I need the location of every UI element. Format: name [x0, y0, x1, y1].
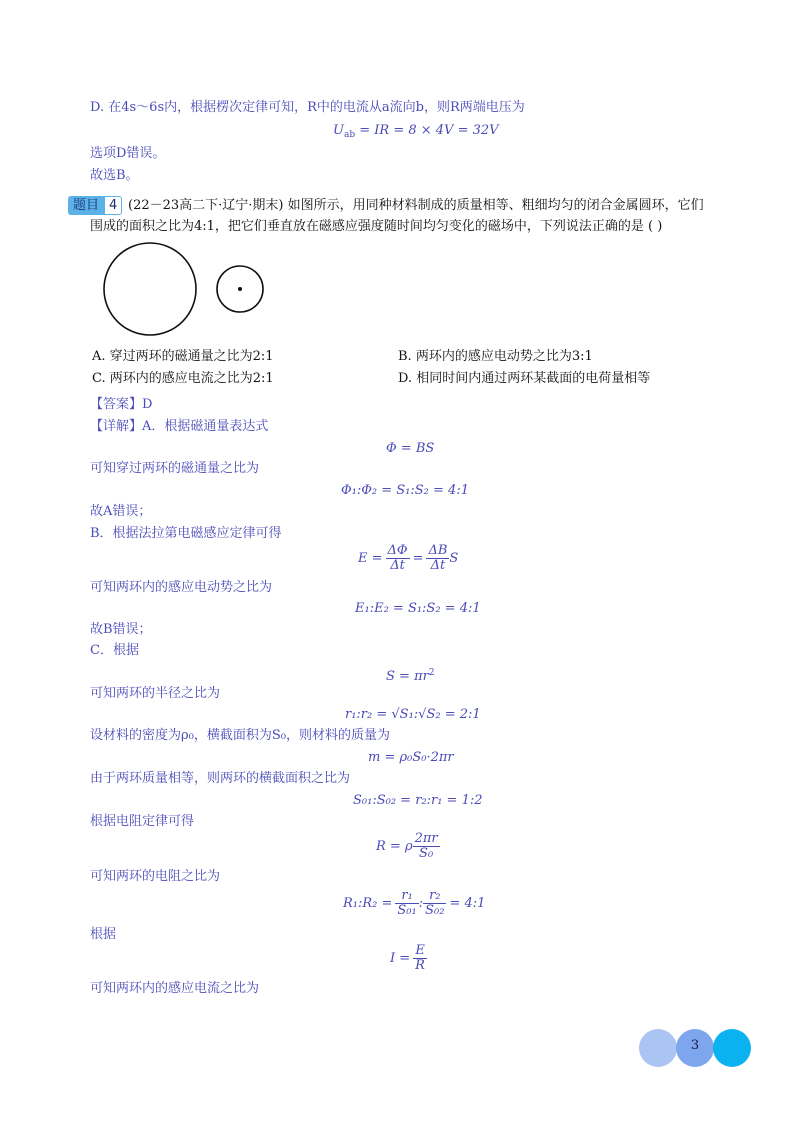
eq-res-num1: r₁: [395, 889, 418, 904]
eq-res-tail: = 4:1: [449, 895, 486, 911]
badge-circle-right: [713, 1029, 751, 1067]
eq-res-frac1: [395, 889, 418, 918]
question-tag: [68, 196, 122, 215]
eq-flux: Φ = BS: [386, 441, 435, 456]
text-current-intro: 根据: [90, 927, 117, 942]
text-a-wrong: 故A错误；: [90, 504, 152, 519]
option-d[interactable]: D. 相同时间内通过两环某截面的电荷量相等: [398, 371, 651, 386]
text-resistance-law: 根据电阻定律可得: [90, 814, 195, 829]
text-emf-ratio: 可知两环内的感应电动势之比为: [90, 580, 273, 595]
prev-conclusion: 选项D错误。: [90, 146, 166, 161]
eq-flux-ratio: Φ₁:Φ₂ = S₁:S₂ = 4:1: [341, 483, 469, 498]
eq-resistance-frac: [413, 832, 440, 861]
eq-current: [390, 944, 427, 973]
text-b-wrong: 故B错误；: [90, 622, 152, 637]
prev-equation: [333, 122, 499, 144]
large-ring: [104, 243, 196, 335]
text-radius-ratio: 可知两环的半径之比为: [90, 686, 221, 701]
rings-figure: [98, 240, 278, 338]
center-dot: [238, 287, 242, 291]
prev-option-d-text: D. 在4s～6s内，根据楞次定律可知，R中的电流从a流向b，则R两端电压为: [90, 100, 525, 115]
eq-resistance-left: R = ρ: [376, 838, 413, 854]
eq-resistance-den: S₀: [419, 846, 434, 861]
detail-a-intro: 【详解】A．根据磁通量表达式: [90, 419, 269, 434]
eq-res-den1: S₀₁: [397, 903, 417, 918]
eq-res-colon: :: [418, 895, 424, 911]
eq-emf: [358, 544, 458, 573]
text-density: 设材料的密度为ρ₀，横截面积为S₀，则材料的质量为: [90, 728, 390, 743]
eq-emf-den1: Δt: [390, 558, 405, 573]
prev-eq-u-sub: ab: [343, 130, 356, 140]
eq-current-den: R: [415, 958, 425, 973]
eq-res-frac2: [423, 889, 446, 918]
text-b-intro: B．根据法拉第电磁感应定律可得: [90, 526, 282, 541]
eq-radius-ratio: r₁:r₂ = √S₁:√S₂ = 2:1: [345, 707, 481, 722]
option-a[interactable]: A. 穿过两环的磁通量之比为2:1: [92, 349, 274, 364]
eq-current-num: E: [413, 944, 427, 959]
eq-res-left: R₁:R₂ =: [343, 895, 393, 911]
eq-current-left: I =: [390, 950, 411, 966]
text-cross-section: 由于两环质量相等，则两环的横截面积之比为: [90, 771, 351, 786]
badge-circle-left: [639, 1029, 677, 1067]
eq-area: [386, 664, 435, 686]
text-c-intro: C．根据: [90, 643, 139, 658]
eq-mass: m = ρ₀S₀·2πr: [368, 750, 454, 765]
text-current-ratio: 可知两环内的感应电流之比为: [90, 981, 260, 996]
prev-eq-rest: = IR = 8 × 4V = 32V: [359, 123, 499, 138]
eq-emf-ratio: E₁:E₂ = S₁:S₂ = 4:1: [355, 601, 481, 616]
eq-emf-num1: ΔΦ: [387, 543, 408, 558]
eq-area-main: S = πr: [386, 669, 429, 684]
question-tag-label: 题目: [68, 196, 104, 215]
page-number: 3: [690, 1038, 700, 1053]
eq-resistance-ratio: [343, 889, 485, 918]
question-tag-number: 4: [104, 196, 122, 215]
eq-emf-left: E =: [358, 550, 383, 566]
eq-res-den2: S₀₂: [425, 903, 445, 918]
prev-final-answer: 故选B。: [90, 168, 139, 183]
eq-emf-frac2: [426, 544, 449, 573]
question-stem-line1: (22－23高二下·辽宁·期末) 如图所示，用同种材料制成的质量相等、粗细均匀的闭合金属圆环，它们: [128, 198, 704, 213]
eq-emf-eq: =: [412, 550, 424, 566]
text-flux-ratio: 可知穿过两环的磁通量之比为: [90, 461, 260, 476]
eq-area-sup: 2: [428, 668, 435, 678]
eq-cross-section-ratio: S₀₁:S₀₂ = r₂:r₁ = 1:2: [353, 793, 483, 808]
option-c[interactable]: C. 两环内的感应电流之比为2:1: [92, 371, 274, 386]
text-resistance-ratio: 可知两环的电阻之比为: [90, 869, 221, 884]
eq-emf-num2: ΔB: [428, 543, 448, 558]
answer-line: 【答案】D: [90, 397, 153, 412]
eq-emf-tail: S: [449, 550, 459, 566]
eq-emf-den2: Δt: [430, 558, 446, 573]
question-stem-line2: 围成的面积之比为4:1，把它们垂直放在磁感应强度随时间均匀变化的磁场中，下列说法正确的是 ( ): [90, 219, 663, 234]
eq-res-num2: r₂: [423, 889, 446, 904]
prev-eq-u: U: [333, 123, 344, 138]
eq-resistance-num: 2πr: [414, 831, 438, 846]
eq-resistance: [376, 832, 440, 861]
eq-emf-frac1: [386, 544, 410, 573]
option-b[interactable]: B. 两环内的感应电动势之比为3:1: [398, 349, 593, 364]
eq-current-frac: [413, 944, 427, 973]
